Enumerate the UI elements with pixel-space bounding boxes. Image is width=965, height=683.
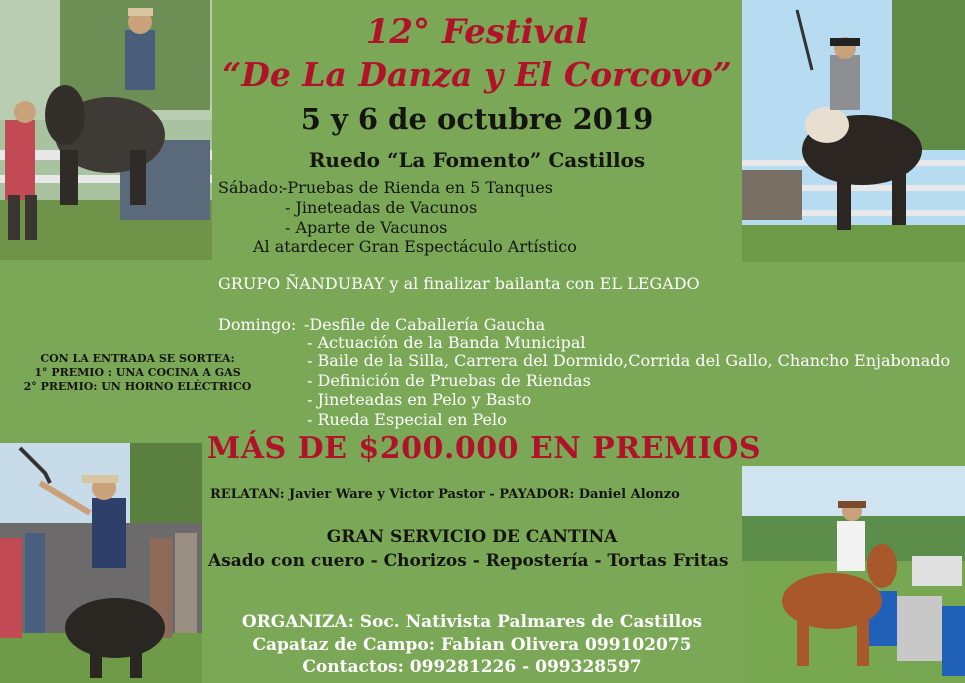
narrators-line: RELATAN: Javier Ware y Victor Pastor - PAYADOR: Daniel Alonzo — [210, 487, 680, 502]
photo-rider-top-left — [0, 0, 212, 260]
sunday-item: -Desfile de Caballería Gaucha — [304, 315, 546, 334]
photo-rider-bottom-right — [742, 466, 965, 683]
saturday-evening: Al atardecer Gran Espectáculo Artístico — [253, 237, 577, 256]
prizes-banner: MÁS DE $200.000 EN PREMIOS — [207, 431, 762, 466]
cantina-title: GRAN SERVICIO DE CANTINA — [326, 527, 618, 547]
organizer-line2: Capataz de Campo: Fabian Olivera 099102075 — [252, 635, 692, 655]
sunday-item: - Rueda Especial en Pelo — [307, 410, 507, 429]
saturday-item: - Aparte de Vacunos — [285, 218, 448, 237]
festival-title-line1: 12° Festival — [365, 12, 589, 52]
photo-rider-top-right — [742, 0, 965, 262]
sunday-item: - Jineteadas en Pelo y Basto — [307, 390, 532, 409]
organizer-line3: Contactos: 099281226 - 099328597 — [302, 657, 642, 677]
sunday-label: Domingo: — [218, 315, 297, 334]
raffle-line1: CON LA ENTRADA SE SORTEA: — [40, 352, 235, 365]
organizer-line1: ORGANIZA: Soc. Nativista Palmares de Castillos — [241, 612, 703, 632]
festival-dates: 5 y 6 de octubre 2019 — [300, 102, 654, 136]
saturday-label: Sábado: — [218, 178, 284, 197]
cantina-menu: Asado con cuero - Chorizos - Repostería - Tortas Fritas — [208, 551, 729, 571]
saturday-item: -Pruebas de Rienda en 5 Tanques — [282, 178, 553, 197]
festival-title-line2: “De La Danza y El Corcovo” — [222, 55, 732, 94]
raffle-line2: 1° PREMIO : UNA COCINA A GAS — [34, 366, 241, 379]
sunday-item: - Baile de la Silla, Carrera del Dormido,Corrida del Gallo, Chancho Enjabonado — [307, 351, 951, 370]
sunday-item: - Definición de Pruebas de Riendas — [307, 371, 591, 390]
festival-venue: Ruedo “La Fomento” Castillos — [308, 148, 646, 172]
saturday-item: - Jineteadas de Vacunos — [285, 198, 478, 217]
raffle-line3: 2° PREMIO: UN HORNO ELÉCTRICO — [23, 380, 252, 393]
photo-rider-bottom-left — [0, 443, 202, 683]
saturday-group: GRUPO ÑANDUBAY y al finalizar bailanta con EL LEGADO — [218, 274, 700, 293]
sunday-item: - Actuación de la Banda Municipal — [307, 333, 586, 352]
